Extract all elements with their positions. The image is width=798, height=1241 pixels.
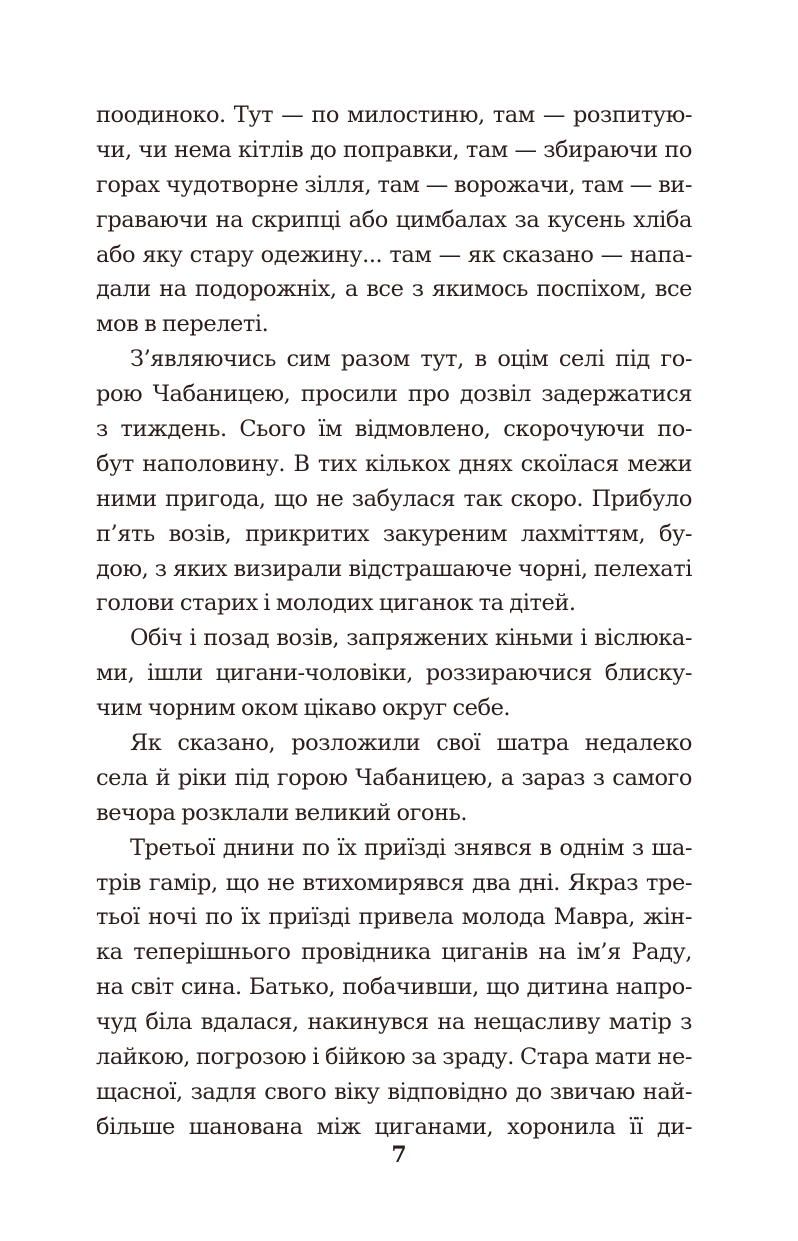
- text-line: щасної, задля свого віку відповідно до звичаю най-: [96, 1078, 692, 1105]
- text-line: дали на подорожніх, а все з якимось поспіхом, все: [96, 276, 692, 303]
- text-line: Як сказано, розложили свої шатра недалеко: [130, 730, 692, 757]
- text-line: дою, з яких визирали відстрашаюче чорні, пелехаті: [96, 555, 692, 582]
- body-text: [96, 98, 692, 1145]
- paragraph: [96, 831, 692, 1145]
- text-line: тьої ночі по їх приїзді привела молода Мавра, жін-: [96, 904, 692, 931]
- text-line: більше шанована між циганами, хоронила її ди-: [96, 1113, 692, 1140]
- text-line: п’ять возів, прикритих закуреним лахміттям, бу-: [96, 520, 692, 547]
- text-line: вечора розклали великий огонь.: [96, 799, 468, 826]
- text-line: горах чудотворне зілля, там — ворожачи, там — ви-: [96, 171, 692, 198]
- text-line: голови старих і молодих циганок та дітей.: [96, 590, 576, 617]
- text-line: мов в перелеті.: [96, 311, 269, 338]
- text-line: рою Чабаницею, просили про дозвіл задержатися: [96, 381, 692, 408]
- paragraph: [96, 342, 692, 621]
- text-line: ка теперішнього провідника циганів на ім’я Раду,: [96, 939, 692, 966]
- text-line: граваючи на скрипці або цимбалах за кусень хліба: [96, 206, 692, 233]
- text-line: села й ріки під горою Чабаницею, а зараз з самого: [96, 764, 692, 791]
- paragraph: [96, 726, 692, 831]
- text-line: або яку стару одежину... там — як сказано — напа-: [96, 241, 692, 268]
- text-line: чуд біла вдалася, накинувся на нещасливу матір з: [96, 1009, 692, 1036]
- paragraph: [96, 98, 692, 342]
- text-line: з тиждень. Сього їм відмовлено, скорочуючи по-: [96, 416, 692, 443]
- text-line: З’являючись сим разом тут, в оцім селі під го-: [130, 346, 692, 373]
- text-line: трів гамір, що не втихомирявся два дні. Якраз тре-: [96, 869, 692, 896]
- paragraph: [96, 621, 692, 726]
- text-line: ми, ішли цигани-чоловіки, роззираючися блиску-: [96, 660, 692, 687]
- text-line: чи, чи нема кітлів до поправки, там — збираючи по: [96, 136, 692, 163]
- text-line: на світ сина. Батько, побачивши, що дитина напро-: [96, 974, 692, 1001]
- text-line: поодиноко. Тут — по милостиню, там — розпитую-: [96, 102, 692, 128]
- text-line: лайкою, погрозою і бійкою за зраду. Стара мати не-: [96, 1044, 692, 1071]
- text-line: Обіч і позад возів, запряжених кіньми і віслюка-: [130, 625, 692, 652]
- page-number: 7: [391, 1142, 407, 1168]
- text-line: бут наполовину. В тих кількох днях скоїлася межи: [96, 450, 692, 477]
- text-line: ними пригода, що не забулася так скоро. Прибуло: [96, 485, 692, 512]
- text-line: Третьої днини по їх приїзді знявся в однім з ша-: [130, 834, 692, 861]
- text-line: чим чорним оком цікаво округ себе.: [96, 695, 511, 722]
